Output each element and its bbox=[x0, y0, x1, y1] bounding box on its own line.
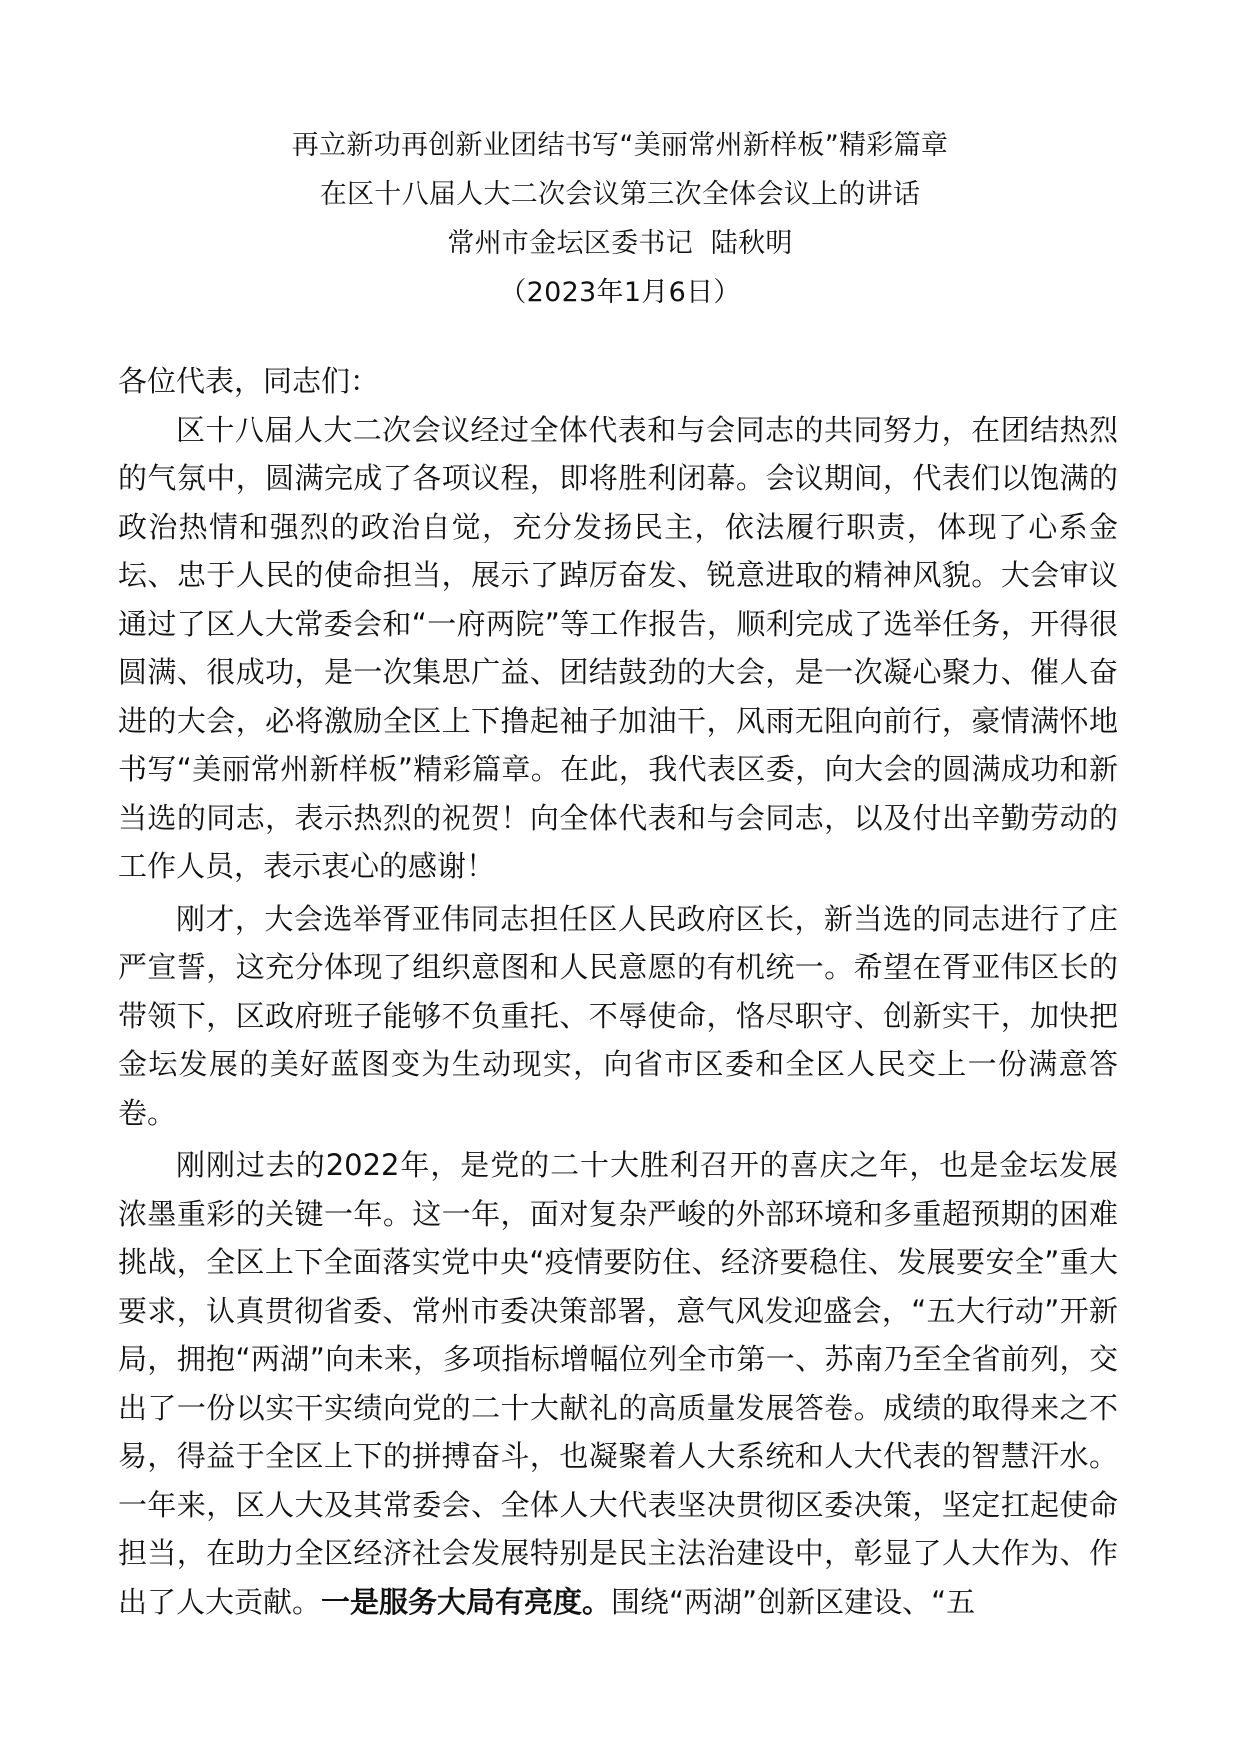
paragraph-2: 刚才，大会选举胥亚伟同志担任区人民政府区长，新当选的同志进行了庄严宣誓，这充分体现了组织意图和人民意愿的有机统一。希望在胥亚伟区长的带领下，区政府班子能够不负重托、不辱使命，恪尽职守、创新实干，加快把金坛发展的美好蓝图变为生动现实，向省市区委和全区人民交上一份满意答卷。 bbox=[118, 901, 1118, 1130]
document-header bbox=[0, 121, 1240, 317]
document-body bbox=[118, 357, 1118, 1626]
document-author: 常州市金坛区委书记 陆秋明 bbox=[447, 228, 793, 259]
paragraph-1: 区十八届人大二次会议经过全体代表和与会同志的共同努力，在团结热烈的气氛中，圆满完成了各项议程，即将胜利闭幕。会议期间，代表们以饱满的政治热情和强烈的政治自觉，充分发扬民主，依法履行职责，体现了心系金坛、忠于人民的使命担当，展示了踔厉奋发、锐意进取的精神风貌。大会审议通过了区人大常委会和“一府两院”等工作报告，顺利完成了选举任务，开得很圆满、很成功，是一次集思广益、团结鼓劲的大会，是一次凝心聚力、催人奋进的大会，必将激励全区上下撸起袖子加油干，风雨无阻向前行，豪情满怀地书写“美丽常州新样板”精彩篇章。在此，我代表区委，向大会的圆满成功和新当选的同志，表示热烈的祝贺！向全体代表和与会同志，以及付出辛勤劳动的工作人员，表示衷心的感谢！ bbox=[118, 412, 1118, 883]
paragraph-3-text: 刚刚过去的2022年，是党的二十大胜利召开的喜庆之年，也是金坛发展浓墨重彩的关键一年。这一年，面对复杂严峻的外部环境和多重超预期的困难挑战，全区上下全面落实党中央“疫情要防住、经济要稳住、发展要安全”重大要求，认真贯彻省委、常州市委决策部署，意气风发迎盛会，“五大行动”开新局，拥抱“两湖”向未来，多项指标增幅位列全市第一、苏南乃至全省前列，交出了一份以实干实绩向党的二十大献礼的高质量发展答卷。成绩的取得来之不易，得益于全区上下的拼搏奋斗，也凝聚着人大系统和人大代表的智慧汗水。一年来，区人大及其常委会、全体人大代表坚决贯彻区委决策，坚定扛起使命担当，在助力全区经济社会发展特别是民主法治建设中，彰显了人大作为、作出了人大贡献。 bbox=[118, 1148, 1118, 1619]
paragraph-3-continuation: 围绕“两湖”创新区建设、“五 bbox=[611, 1584, 976, 1619]
emphasis-heading: 一是服务大局有亮度。 bbox=[321, 1584, 612, 1619]
salutation: 各位代表，同志们： bbox=[118, 364, 380, 398]
document-date: （2023年1月6日） bbox=[499, 277, 741, 308]
paragraph-3 bbox=[118, 1141, 1118, 1626]
document-subtitle: 在区十八届人大二次会议第三次全体会议上的讲话 bbox=[319, 179, 921, 210]
document-title: 再立新功再创新业团结书写“美丽常州新样板”精彩篇章 bbox=[291, 130, 949, 161]
